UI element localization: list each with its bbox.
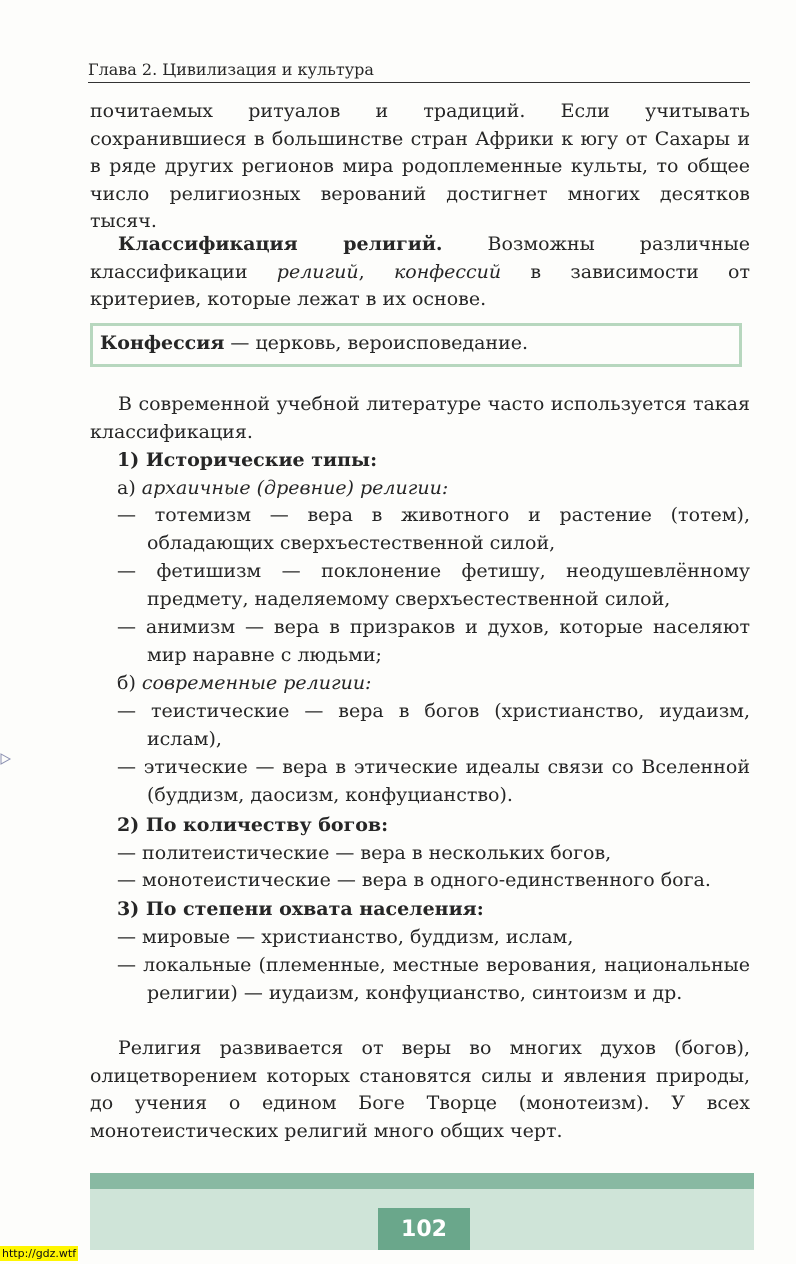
classification-comma: , bbox=[358, 260, 394, 283]
chapter-header: Глава 2. Цивилизация и культура bbox=[88, 58, 750, 83]
list-item: — монотеистические — вера в одного-единственного бога. bbox=[117, 869, 711, 891]
section-2-title: 2) По количеству богов: bbox=[117, 814, 389, 836]
footer-stripe bbox=[90, 1173, 754, 1189]
list-item: — фетишизм — поклонение фетишу, неодушевлённому предмету, наделяемому сверхъестественной силой, bbox=[117, 560, 750, 610]
closing-paragraph: Религия развивается от веры во многих духов (богов), олицетворением которых становятся силы и явления природы, до учения о едином Боге Творце (монотеизм). У всех монотеистических религий много общих черт. bbox=[90, 1037, 750, 1142]
list-item: — тотемизм — вера в животного и растение (тотем), обладающих сверхъестественной силой, bbox=[117, 504, 750, 554]
intro-paragraph: почитаемых ритуалов и традиций. Если учитывать сохранившиеся в большинстве стран Африки к югу от Сахары и в ряде других регионов мира родоплеменные культы, то общее число религиозных верований достигнет многих десятков тысяч. bbox=[90, 100, 750, 232]
sub-b-prefix: б) bbox=[117, 672, 142, 694]
definition-term: Конфессия bbox=[100, 332, 225, 354]
margin-arrow-icon bbox=[0, 752, 12, 766]
classification-paragraph bbox=[90, 231, 750, 314]
section-1-sub-a bbox=[117, 475, 750, 503]
list-item: — политеистические — вера в нескольких богов, bbox=[117, 842, 612, 864]
list-item: — этические — вера в этические идеалы связи со Вселенной (буддизм, даосизм, конфуцианство). bbox=[117, 756, 750, 806]
section-1-sub-b bbox=[117, 670, 750, 698]
list-item: — теистические — вера в богов (христианство, иудаизм, ислам), bbox=[117, 700, 750, 750]
section-3-title: 3) По степени охвата населения: bbox=[117, 898, 484, 920]
classification-heading: Классификация религий. bbox=[118, 233, 443, 255]
list-item: — анимизм — вера в призраков и духов, которые населяют мир наравне с людьми; bbox=[117, 616, 750, 666]
definition-body: — церковь, вероисповедание. bbox=[224, 332, 529, 354]
sub-b-label: современные религии: bbox=[141, 672, 372, 694]
term-confessions: конфессий bbox=[393, 260, 502, 283]
lead-paragraph: В современной учебной литературе часто используется такая классификация. bbox=[90, 393, 750, 443]
section-1-title: 1) Исторические типы: bbox=[117, 449, 378, 471]
definition-text bbox=[100, 330, 730, 358]
watermark-link[interactable]: http://gdz.wtf bbox=[2, 1247, 77, 1260]
list-item: — мировые — христианство, буддизм, ислам, bbox=[117, 926, 574, 948]
page-number: 102 bbox=[401, 1217, 447, 1242]
list-item: — локальные (племенные, местные верования, национальные религии) — иудаизм, конфуцианство, синтоизм и др. bbox=[117, 954, 750, 1004]
sub-a-prefix: а) bbox=[117, 477, 142, 499]
sub-a-label: архаичные (древние) религии: bbox=[141, 477, 449, 499]
classification-text-2: в зависимости от критериев, которые лежат в их основе. bbox=[90, 260, 751, 310]
classification-text-1: Возможны различные классификации bbox=[90, 233, 750, 283]
term-religions: религий bbox=[276, 260, 359, 283]
